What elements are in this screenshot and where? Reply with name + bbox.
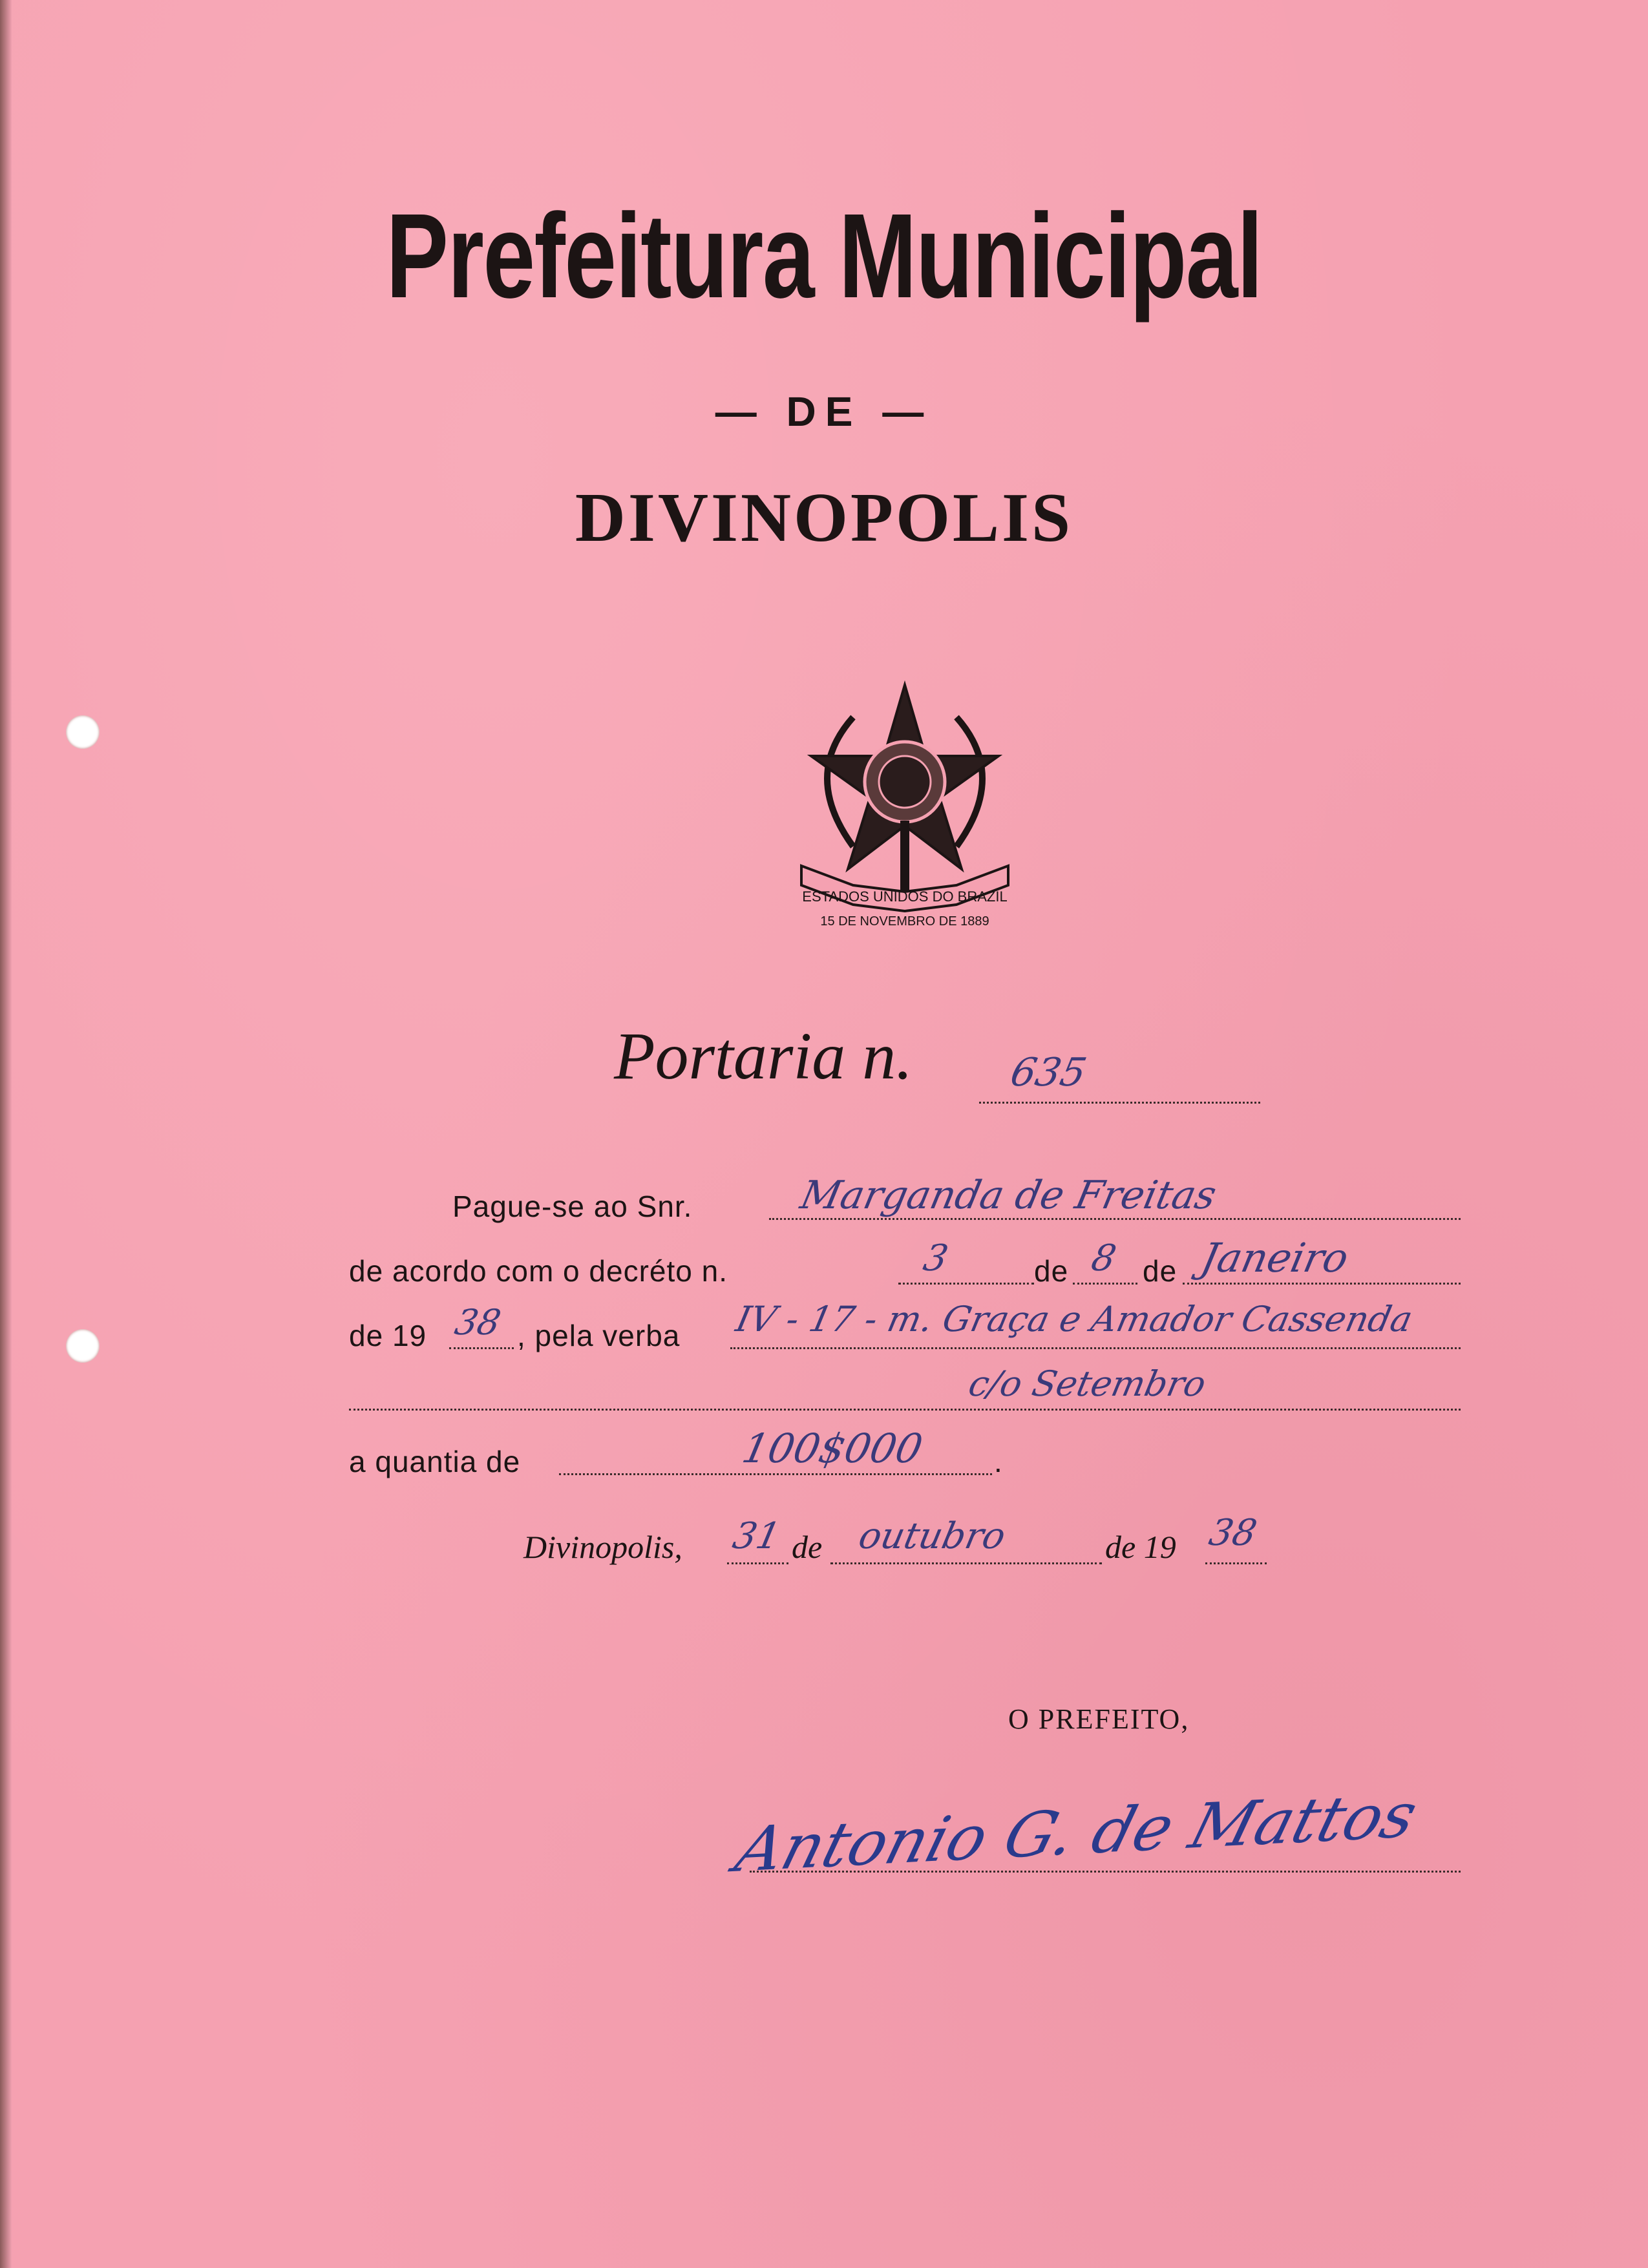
decree-month-line [1183,1283,1461,1285]
amount-end: . [994,1445,1003,1478]
prefeito-signature: Antonio G. de Mattos [728,1779,1425,1886]
punch-hole-bottom [66,1329,100,1363]
decree-year-line [449,1347,514,1349]
dateline-month-line [830,1562,1102,1564]
payee-line [769,1218,1461,1220]
pague-label: Pague-se ao Snr. [452,1190,693,1223]
verba-extra: c/o Setembro [965,1363,1210,1404]
dateline-city: Divinopolis, [523,1529,682,1565]
payee-name: Marganda de Freitas [796,1173,1221,1218]
year-prefix-label: de 19 [349,1319,427,1352]
acordo-label: de acordo com o decréto n. [349,1254,728,1288]
header-title: Prefeitura Municipal [386,189,1262,323]
dateline-year-prefix: de 19 [1105,1529,1176,1565]
verba-extra-line [349,1409,1461,1411]
dateline-year-line [1205,1562,1267,1564]
portaria-number: 635 [1006,1050,1090,1095]
decree-day-line [1073,1283,1137,1285]
verba-label: , pela verba [517,1319,681,1352]
decree-month: Janeiro [1197,1234,1353,1281]
amount-line [559,1473,992,1475]
seal-banner-text: ESTADOS UNIDOS DO BRAZIL [802,888,1008,905]
decree-number-line [898,1283,1034,1285]
seal-date-text: 15 DE NOVEMBRO DE 1889 [820,914,989,929]
prefeito-label: O PREFEITO, [1008,1703,1190,1735]
portaria-label: Portaria n. [614,1019,913,1093]
decree-de-label-1: de [1034,1254,1069,1288]
decree-year: 38 [451,1302,505,1343]
dateline-year: 38 [1205,1512,1261,1554]
amount-value: 100$000 [738,1425,927,1472]
coat-of-arms-seal [776,672,1034,930]
decree-day: 8 [1088,1237,1120,1279]
dateline-de-label: de [792,1529,823,1565]
dateline-day: 31 [729,1515,785,1557]
header-connector: — DE — [715,388,933,435]
quantia-label: a quantia de [349,1445,521,1478]
decree-de-label-2: de [1143,1254,1178,1288]
header-city: DIVINOPOLIS [575,479,1073,556]
verba-value: IV - 17 - m. Graça e Amador Cassenda [732,1299,1417,1339]
verba-line [730,1347,1461,1349]
punch-hole-top [66,715,100,749]
portaria-number-line [979,1102,1260,1104]
paper-edge [0,0,12,2268]
dateline-day-line [727,1562,788,1564]
dateline-month: outubro [855,1515,1009,1557]
decree-number: 3 [920,1237,952,1279]
